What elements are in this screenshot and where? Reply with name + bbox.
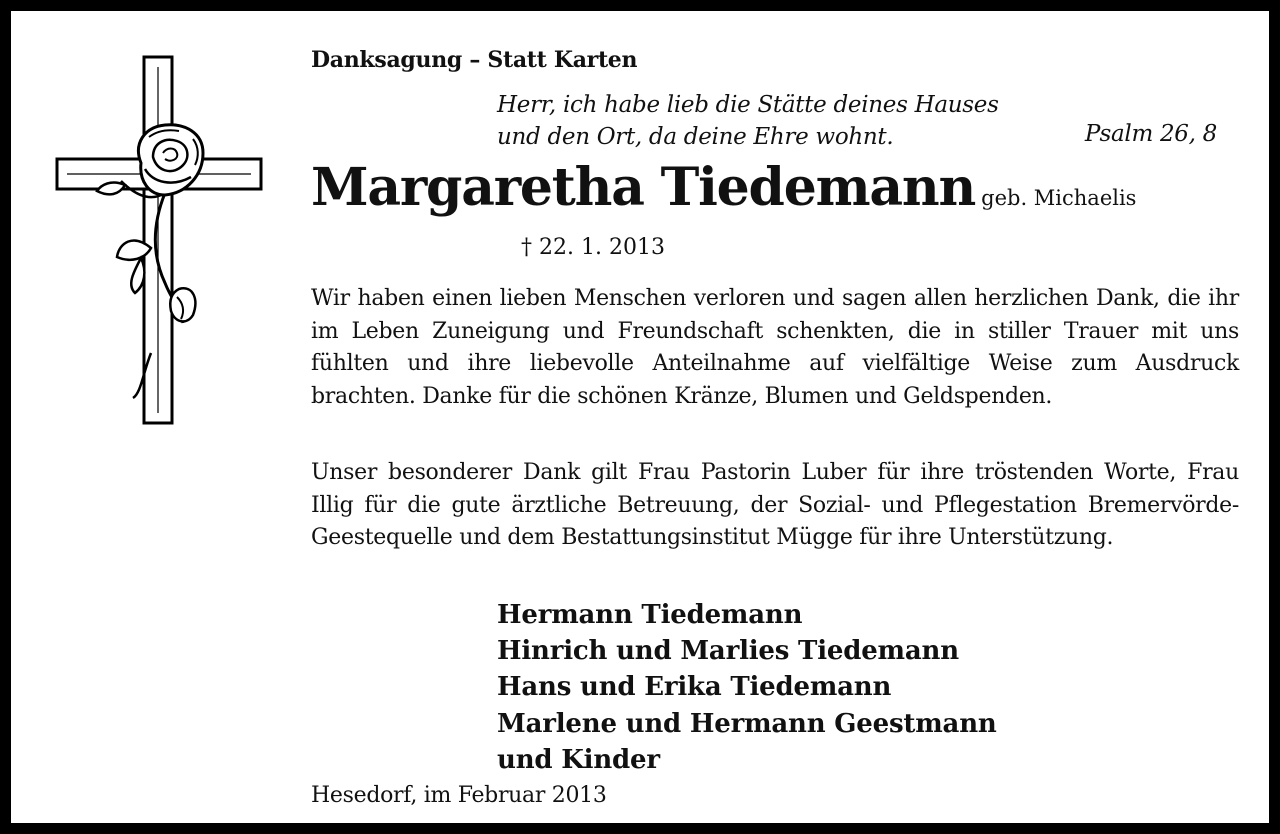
signers-list — [497, 597, 997, 778]
place-and-date: Hesedorf, im Februar 2013 — [311, 783, 607, 808]
verse-line-2: und den Ort, da deine Ehre wohnt. — [497, 124, 894, 150]
deceased-name: Margaretha Tiedemann — [311, 157, 976, 218]
deceased-name-line — [311, 157, 1136, 218]
thanks-paragraph-1: Wir haben einen lieben Menschen verloren und sagen allen herzlichen Dank, die ihr im Leben Zuneigung und Freundschaft schenkten, die in stiller Trauer mit uns fühlten und ihre liebevolle Anteilnahme auf vielfältige Weise zum Ausdruck brachten. Danke für die schönen Kränze, Blumen und Geldspenden. — [311, 286, 1239, 409]
signer: und Kinder — [497, 744, 660, 775]
birth-name: geb. Michaelis — [981, 186, 1137, 210]
bible-verse — [497, 89, 999, 153]
thanks-paragraph-2: Unser besonderer Dank gilt Frau Pastorin Luber für ihre tröstenden Worte, Frau Illig für die gute ärztliche Betreuung, der Sozial- und Pflegestation Bremervörde-Geestequelle und dem Bestattungsinstitut Mügge für ihre Unterstützung. — [311, 460, 1239, 550]
death-date: † 22. 1. 2013 — [521, 235, 665, 260]
signer: Hermann Tiedemann — [497, 600, 803, 630]
verse-reference: Psalm 26, 8 — [1084, 121, 1217, 147]
cross-with-rose-icon — [53, 53, 265, 427]
signer: Hinrich und Marlies Tiedemann — [497, 636, 959, 667]
notice-heading: Danksagung – Statt Karten — [311, 47, 638, 73]
signer: Hans und Erika Tiedemann — [497, 672, 892, 703]
signer: Marlene und Hermann Geestmann — [497, 708, 997, 739]
verse-line-1: Herr, ich habe lieb die Stätte deines Hauses — [497, 92, 999, 118]
